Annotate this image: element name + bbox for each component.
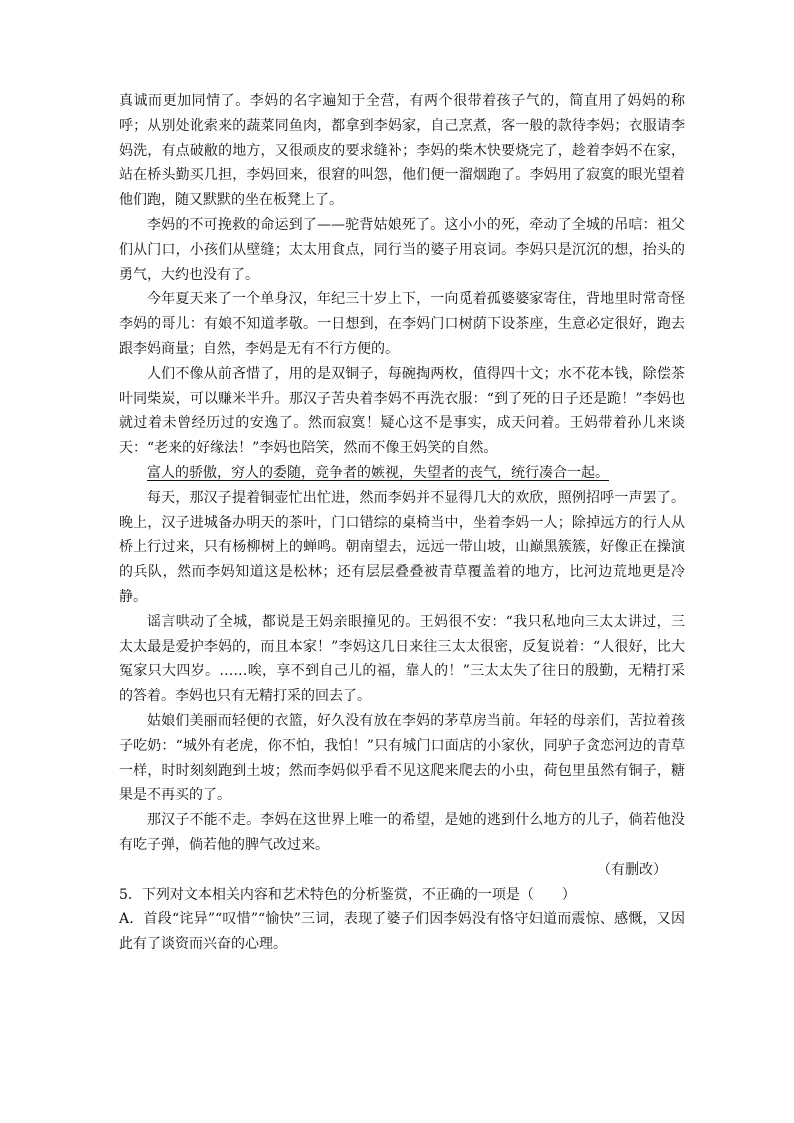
underlined-sentence: 富人的骄傲，穷人的委随，竞争者的嫉视，失望者的丧气，统行凑合一起。: [147, 464, 609, 481]
paragraph-5-underlined: [119, 461, 685, 486]
document-page: [119, 89, 685, 957]
paragraph-7: 谣言哄动了全城，都说是王妈亲眼撞见的。王妈很不安：“我只私地向三太太讲过，三太太最是爱护李妈的，而且本家！”李妈这几日来往三太太很密，反复说着：“人很好，比大冤家只大四岁。……唉，享不到自己儿的福，靠人的！”三太太失了往日的殷勤，无精打采的答着。李妈也只有无精打采的回去了。: [119, 613, 685, 705]
paragraph-6: 每天，那汉子提着铜壶忙出忙进，然而李妈并不显得几大的欢欣，照例招呼一声罢了。晚上，汉子进城备办明天的茶叶，门口错综的桌椅当中，坐着李妈一人；除掉远方的行人从桥上行过来，只有杨柳树上的蝉鸣。朝南望去，远远一带山坡，山巅黑簇簇，好像正在操演的兵队，然而李妈知道这是松林；还有层层叠叠被青草覆盖着的地方，比河边荒地更是冷静。: [119, 489, 685, 605]
option-a: A．首段“诧异”“叹惜”“愉快”三词，表现了婆子们因李妈没有恪守妇道而震惊、感慨，又因此有了谈资而兴奋的心理。: [119, 911, 685, 953]
paragraph-2: 李妈的不可挽救的命运到了——驼背姑娘死了。这小小的死，牵动了全城的吊唁：祖父们从门口，小孩们从壁缝；太太用食点，同行当的婆子用哀词。李妈只是沉沉的想，抬头的勇气，大约也没有了。: [119, 216, 685, 283]
question-stem: 5．下列对文本相关内容和艺术特色的分析鉴赏，不正确的一项是（ ）: [119, 886, 576, 903]
paragraph-8: 姑娘们美丽而轻便的衣篮，好久没有放在李妈的茅草房当前。年轻的母亲们，苦拉着孩子吃奶：“城外有老虎，你不怕，我怕！”只有城门口面店的小家伙，同驴子贪恋河边的青草一样，时时刻刻跑到土坡；然而李妈似乎看不见这爬来爬去的小虫，荷包里虽然有铜子，糖果是不再买的了。: [119, 712, 685, 804]
paragraph-3: 今年夏天来了一个单身汉，年纪三十岁上下，一向觅着孤婆婆家寄住，背地里时常奇怪李妈的哥儿：有娘不知道孝敬。一日想到，在李妈门口树荫下设茶座，生意必定很好，跑去跟李妈商量；自然，李妈是无有不行方便的。: [119, 291, 685, 357]
paragraph-9: 那汉子不能不走。李妈在这世界上唯一的希望，是她的逃到什么地方的儿子，倘若他没有吃子弹，倘若他的脾气改过来。: [119, 812, 685, 853]
edit-note: （有删改）: [597, 861, 667, 878]
paragraph-4: 人们不像从前吝惜了，用的是双铜子，每碗掏两枚，值得四十文；水不花本钱，除偿茶叶同柴炭，可以赚米半升。那汉子苦央着李妈不再洗衣服：“到了死的日子还是跪！”李妈也就过着未曾经历过的安逸了。然而寂寞！疑心这不是事实，成天问着。王妈带着孙儿来谈天：“老来的好缘法！”李妈也陪笑，然而不像王妈笑的自然。: [119, 365, 685, 457]
paragraph-1: 真诚而更加同情了。李妈的名字遍知于全营，有两个很带着孩子气的，简直用了妈妈的称呼；从别处讹索来的蔬菜同鱼肉，都拿到李妈家，自己烹煮，客一般的款待李妈；衣服请李妈洗，有点破敝的地方，又很顽皮的要求缝补；李妈的柴木快要烧完了，趁着李妈不在家，站在桥头勤买几担，李妈回来，很窘的叫怨，他们便一溜烟跑了。李妈用了寂寞的眼光望着他们跑，随又默默的坐在板凳上了。: [119, 93, 685, 209]
